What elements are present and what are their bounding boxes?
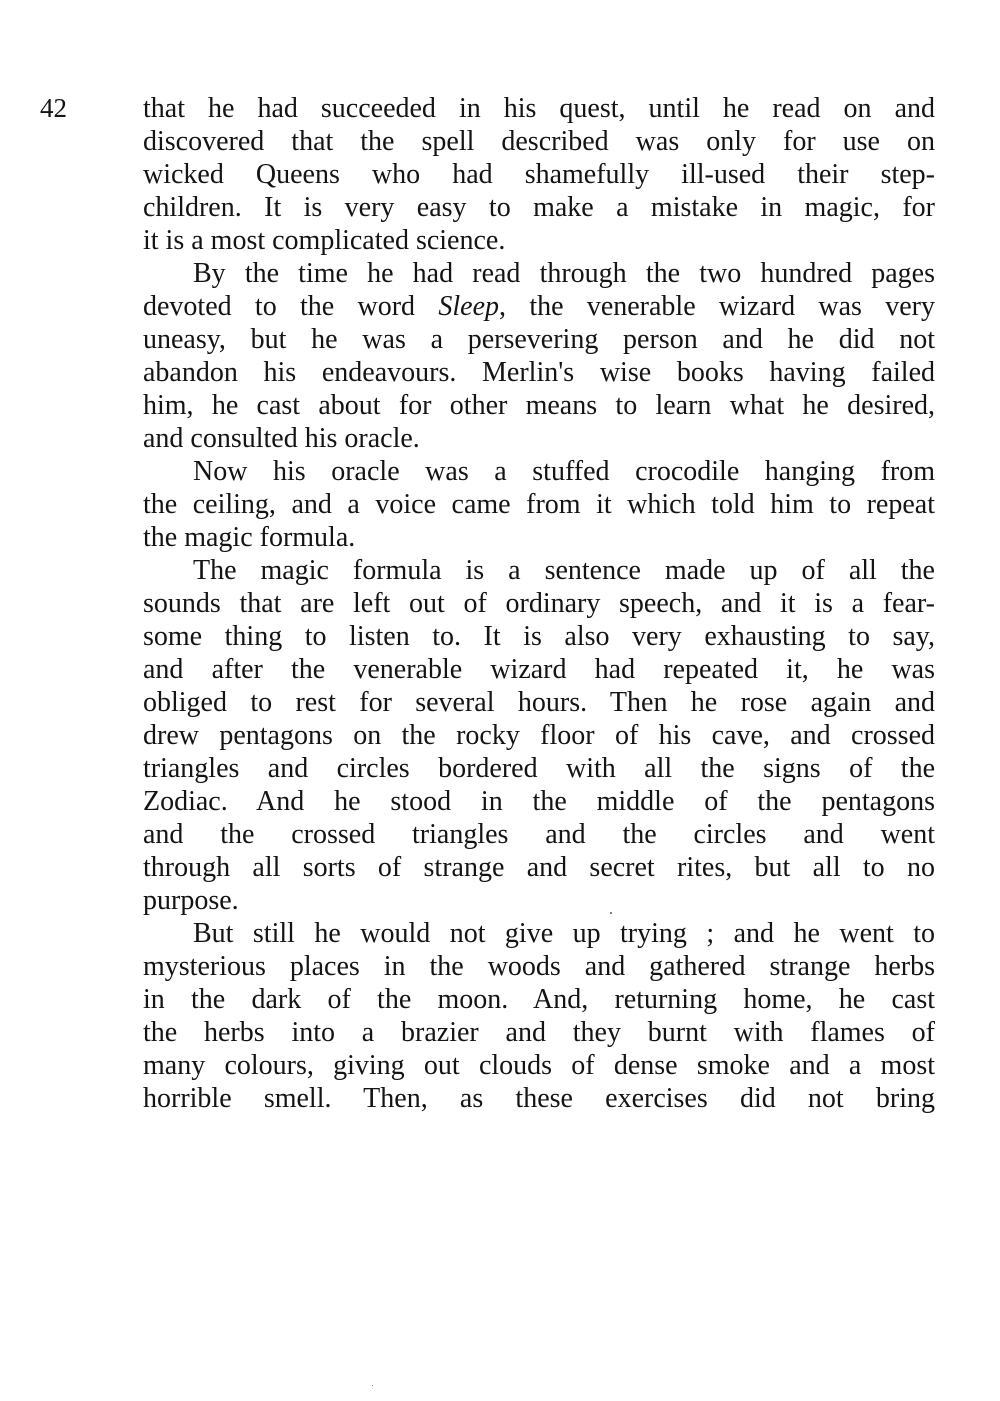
text-line: purpose.: [143, 885, 239, 916]
body-text: [143, 92, 935, 1115]
text-line: uneasy, but he was a persevering person and he did not: [143, 324, 935, 355]
italic-word: Sleep: [438, 291, 500, 322]
text-line: and consulted his oracle.: [143, 423, 420, 454]
text-line: the herbs into a brazier and they burnt with flames of: [143, 1017, 935, 1048]
text-line: wicked Queens who had shamefully ill-used their step-: [143, 159, 935, 190]
text-line: But still he would not give up trying ; and he went to: [193, 918, 935, 949]
text-line: in the dark of the moon. And, returning home, he cast: [143, 984, 935, 1015]
print-speck: [610, 912, 612, 914]
text-line: obliged to rest for several hours. Then he rose again and: [143, 687, 935, 718]
text-line: and after the venerable wizard had repeated it, he was: [143, 654, 935, 685]
text-line: and the crossed triangles and the circles and went: [143, 819, 935, 850]
text-line: that he had succeeded in his quest, until he read on and: [143, 93, 935, 124]
text-line: Zodiac. And he stood in the middle of the pentagons: [143, 786, 935, 817]
text-line: the magic formula.: [143, 522, 356, 553]
text-line: By the time he had read through the two hundred pages: [193, 258, 935, 289]
text-line: mysterious places in the woods and gathered strange herbs: [143, 951, 935, 982]
paragraph-1: [143, 92, 935, 257]
text-line: triangles and circles bordered with all the signs of the: [143, 753, 935, 784]
text-line: many colours, giving out clouds of dense smoke and a most: [143, 1050, 935, 1081]
text-line: it is a most complicated science.: [143, 225, 506, 256]
text-line: the ceiling, and a voice came from it which told him to repeat: [143, 489, 935, 520]
paragraph-3: [143, 455, 935, 554]
text-line: devoted to the word Sleep, the venerable wizard was very: [143, 291, 935, 322]
paragraph-4: [143, 554, 935, 917]
page-number: 42: [40, 93, 67, 123]
text-line: through all sorts of strange and secret rites, but all to no: [143, 852, 935, 883]
text-line: abandon his endeavours. Merlin's wise books having failed: [143, 357, 935, 388]
print-speck: [372, 1385, 373, 1386]
text-line: some thing to listen to. It is also very exhausting to say,: [143, 621, 935, 652]
text-line: discovered that the spell described was only for use on: [143, 126, 935, 157]
paragraph-2: [143, 257, 935, 455]
text-line: sounds that are left out of ordinary speech, and it is a fear-: [143, 588, 935, 619]
text-line: him, he cast about for other means to learn what he desired,: [143, 390, 935, 421]
text-line: The magic formula is a sentence made up of all the: [193, 555, 935, 586]
text-line: Now his oracle was a stuffed crocodile hanging from: [193, 456, 935, 487]
text-line: children. It is very easy to make a mistake in magic, for: [143, 192, 935, 223]
text-line: drew pentagons on the rocky floor of his cave, and crossed: [143, 720, 935, 751]
paragraph-5: [143, 917, 935, 1115]
text-line: horrible smell. Then, as these exercises did not bring: [143, 1083, 935, 1114]
